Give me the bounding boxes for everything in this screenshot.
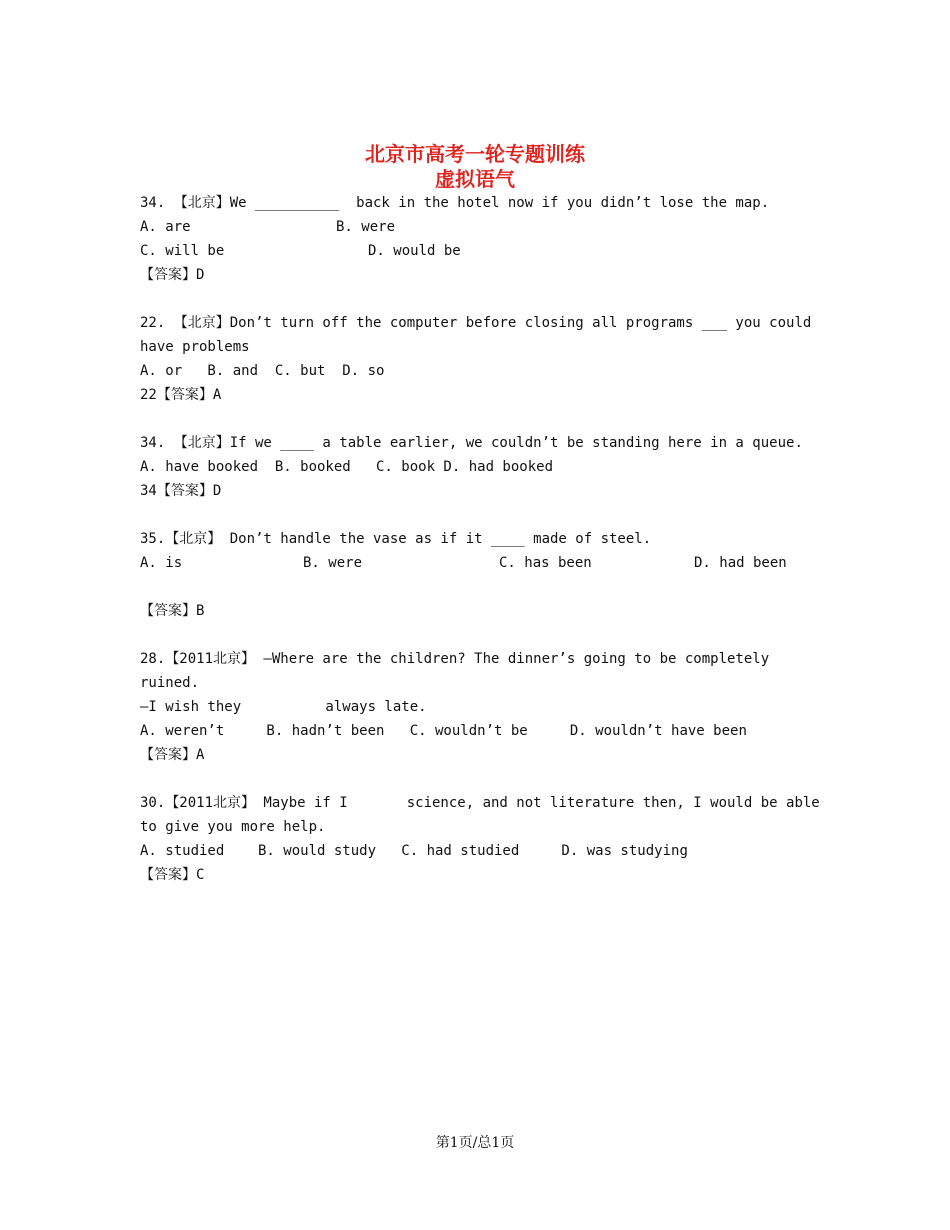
question-stem: have problems <box>140 339 250 355</box>
option: D. had been <box>694 555 787 571</box>
question-stem: 22. 【北京】Don’t turn off the computer before closing all programs ___ you could <box>140 315 812 331</box>
option-row: A. have booked B. booked C. book D. had booked <box>140 459 554 475</box>
question-stem: 30.【2011北京】 Maybe if I science, and not literature then, I would be able <box>140 795 820 811</box>
question-stem: to give you more help. <box>140 819 326 835</box>
question-item <box>140 431 820 503</box>
option: C. will be <box>140 243 225 259</box>
question-stem: ruined. <box>140 675 200 691</box>
option: B. were <box>303 555 363 571</box>
question-item <box>140 791 820 887</box>
option: B. were <box>336 219 396 235</box>
option-row: A. weren’t B. hadn’t been C. wouldn’t be D. wouldn’t have been <box>140 723 747 739</box>
option-row <box>140 551 820 575</box>
title-sub: 虚拟语气 <box>435 167 515 191</box>
option-row: A. studied B. would study C. had studied D. was studying <box>140 843 688 859</box>
question-list <box>140 191 820 887</box>
option: A. are <box>140 219 191 235</box>
answer-line: 【答案】D <box>140 267 205 283</box>
answer-line: 34【答案】D <box>140 483 222 499</box>
question-item <box>140 647 820 767</box>
answer-line: 【答案】B <box>140 603 205 619</box>
document-title <box>0 142 950 192</box>
question-stem: —I wish they always late. <box>140 699 427 715</box>
option-row <box>140 239 820 263</box>
page-footer: 第1页/总1页 <box>435 1135 515 1151</box>
question-item <box>140 191 820 287</box>
answer-line: 【答案】A <box>140 747 205 763</box>
question-stem: 28.【2011北京】 —Where are the children? The dinner’s going to be completely <box>140 651 770 667</box>
question-stem: 34. 【北京】If we ____ a table earlier, we couldn’t be standing here in a queue. <box>140 435 803 451</box>
answer-line: 22【答案】A <box>140 387 222 403</box>
question-stem: 34. 【北京】We __________ back in the hotel now if you didn’t lose the map. <box>140 195 770 211</box>
option: D. would be <box>368 243 461 259</box>
option-row <box>140 215 820 239</box>
question-stem: 35.【北京】 Don’t handle the vase as if it ____ made of steel. <box>140 531 652 547</box>
question-item <box>140 527 820 623</box>
question-item <box>140 311 820 407</box>
option-row: A. or B. and C. but D. so <box>140 363 385 379</box>
answer-line: 【答案】C <box>140 867 205 883</box>
title-main: 北京市高考一轮专题训练 <box>365 142 585 166</box>
option: C. has been <box>499 555 592 571</box>
option: A. is <box>140 555 183 571</box>
